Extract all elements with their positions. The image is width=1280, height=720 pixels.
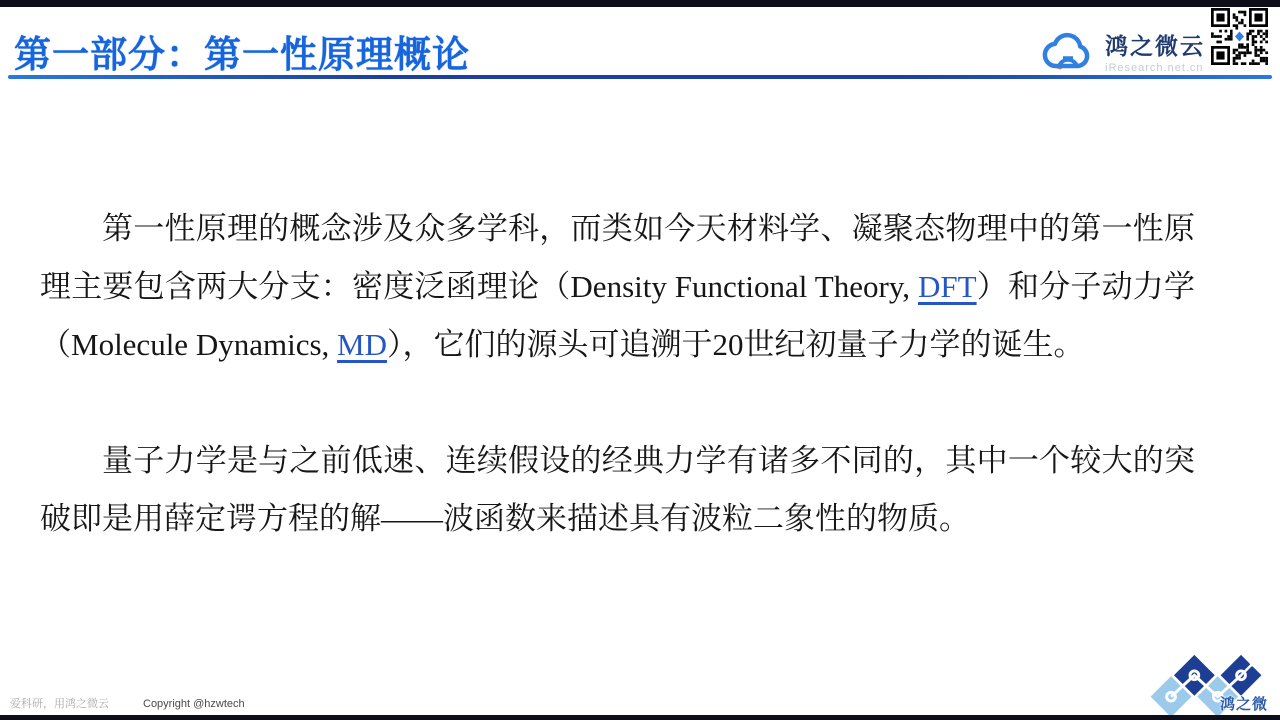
paragraph-quantum-mechanics: 量子力学是与之前低速、连续假设的经典力学有诸多不同的，其中一个较大的突破即是用薛定谔方程的解——波函数来描述具有波粒二象性的物质。: [40, 443, 1195, 536]
footer-left: [10, 695, 245, 711]
dft-link[interactable]: DFT: [918, 269, 977, 304]
md-link[interactable]: MD: [337, 327, 387, 362]
cloud-logo-icon: [1036, 20, 1098, 81]
paragraph1-text: ），它们的源头可追溯于20世纪初量子力学的诞生。: [386, 327, 1085, 362]
qr-code: [1211, 8, 1268, 65]
page-title: 第一部分：第一性原理概论: [14, 34, 470, 75]
brand-header: [1036, 20, 1205, 81]
footer-slogan: 爱科研，用鸿之微云: [10, 698, 109, 710]
brand-name: 鸿之微云: [1105, 32, 1205, 59]
diamond-logo-icon: [1142, 650, 1272, 720]
top-edge-bar: [0, 0, 1280, 7]
paragraph1-text: 第一性原理的概念涉及众多学科，而类如今天材料学、凝聚态物理中的第一性原理主要包含两大分支：密度泛函理论（Density Functional Theory,: [40, 211, 1195, 304]
paragraph1-text: ）和分子动力学（Molecule Dynamics,: [40, 269, 1196, 362]
footer-copyright: Copyright @hzwtech: [143, 698, 245, 710]
footer-brand-name: 鸿之微: [1219, 696, 1268, 713]
brand-subtitle: iResearch.net.cn: [1105, 61, 1204, 74]
brand-text-block: [1105, 28, 1205, 74]
bottom-edge-bar: [0, 715, 1280, 720]
slide-body: [40, 200, 1195, 548]
paragraph-first-principles: [40, 200, 1195, 374]
